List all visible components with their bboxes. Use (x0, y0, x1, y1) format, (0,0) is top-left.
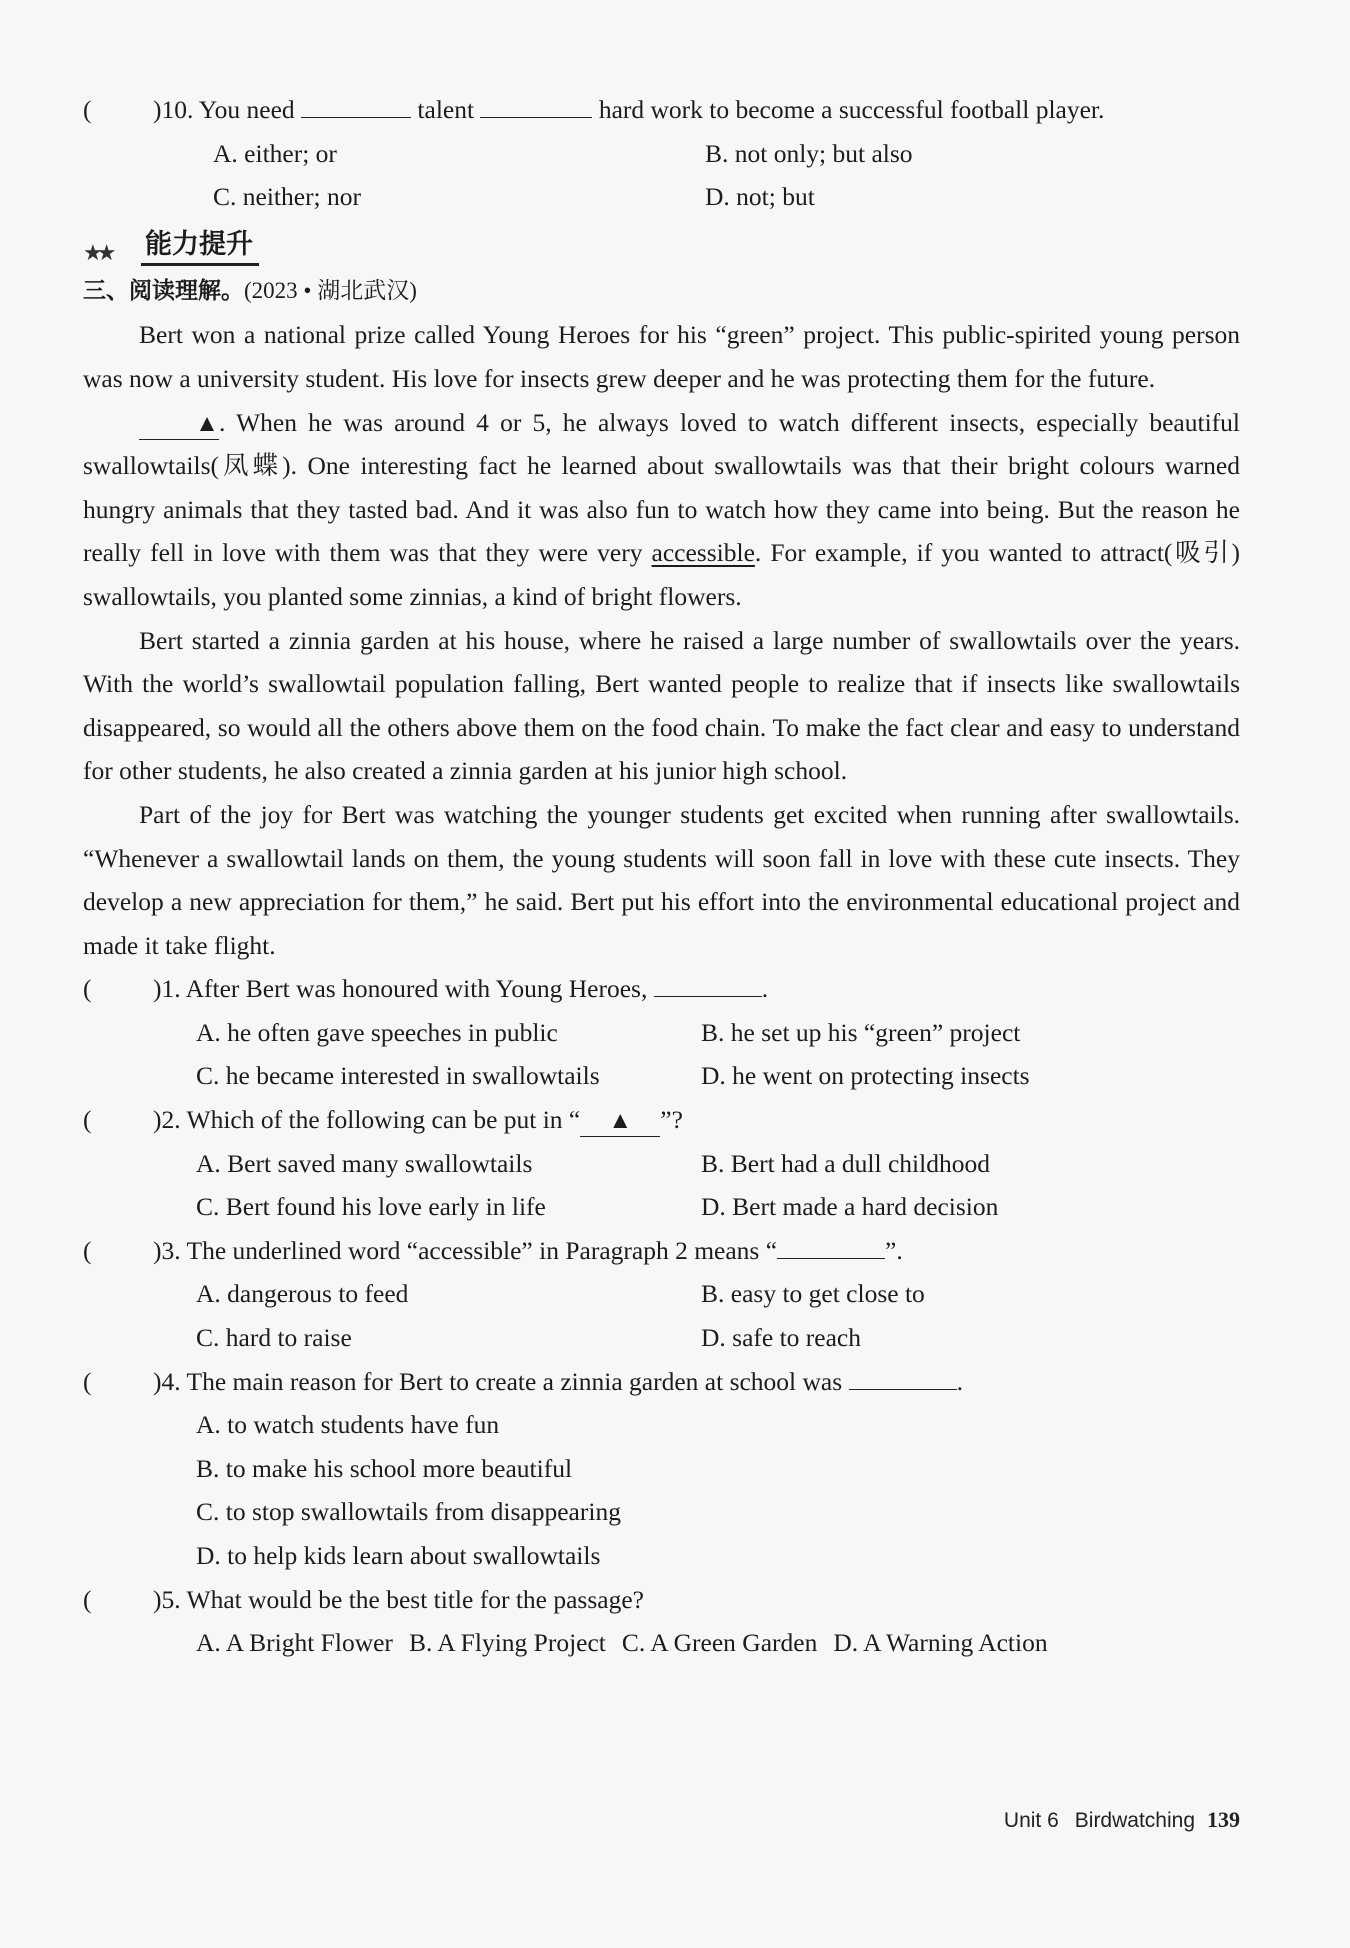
option-a[interactable]: A. dangerous to feed (196, 1279, 409, 1309)
option-d[interactable]: D. A Warning Action (833, 1628, 1048, 1658)
option-b[interactable]: B. he set up his “green” project (701, 1017, 1021, 1047)
triangle-blank (580, 1105, 660, 1137)
answer-paren[interactable]: ( (83, 1584, 92, 1614)
options-q4 (83, 1403, 1240, 1577)
option-c[interactable]: C. he became interested in swallowtails (196, 1061, 600, 1091)
option-b[interactable]: B. Bert had a dull childhood (701, 1148, 990, 1178)
option-b[interactable]: B. not only; but also (705, 138, 913, 168)
question-stem (153, 88, 1104, 132)
stem-end: ”? (660, 1105, 683, 1135)
stem-end: . (761, 974, 769, 1004)
paragraph-text: . When he was around 4 or 5, he always loved to watch different insects, especially beautiful swallowtails(凤蝶). One interesting fact he learned about swallowtails was that their bright colours warned hungry animals that they tasted bad. And it was also fun to watch how they came into being. But the reason he really fell in love with them was that they were very (83, 407, 1240, 568)
section-source: (2023 • 湖北武汉) (244, 277, 417, 303)
passage-paragraph-4: Part of the joy for Bert was watching the younger students get excited when running after swallowtails. “Whenever a swallowtail lands on them, the young students will soon fall in love with these cute insects. They develop a new appreciation for them,” he said. Bert put his effort into the environmental educational project and made it take flight. (83, 799, 1240, 960)
stem-mid: talent (417, 95, 475, 124)
question-5 (83, 1578, 1240, 1622)
question-stem (153, 1098, 683, 1142)
passage-paragraph-2 (83, 401, 1240, 619)
stem-end: . (956, 1366, 963, 1396)
question-stem: )5. What would be the best title for the passage? (153, 1584, 644, 1614)
footer-unit: Unit 6 (1003, 1809, 1059, 1832)
option-b[interactable]: B. A Flying Project (408, 1628, 606, 1658)
question-stem (153, 1360, 963, 1404)
options-q1 (83, 1011, 1240, 1098)
option-d[interactable]: D. Bert made a hard decision (701, 1192, 999, 1222)
footer-topic: Birdwatching (1074, 1809, 1195, 1832)
paragraph-text: . For example, if you wanted to attract(吸引) swallowtails, you planted some zinnias, a kind of bright flowers. (83, 538, 1241, 611)
section-heading (83, 269, 1240, 314)
answer-paren[interactable]: ( (83, 974, 92, 1004)
section-banner (83, 227, 1240, 267)
option-d[interactable]: D. safe to reach (701, 1323, 861, 1353)
stem-end: ”. (885, 1235, 903, 1265)
triangle-icon: ▲ (195, 410, 219, 437)
stem-text: )4. The main reason for Bert to create a zinnia garden at school was (153, 1366, 843, 1396)
option-a[interactable]: A. to watch students have fun (196, 1410, 500, 1440)
option-c[interactable]: C. hard to raise (196, 1323, 352, 1353)
stem-text: )1. After Bert was honoured with Young Heroes, (153, 974, 648, 1004)
stem-end: hard work to become a successful football player. (598, 95, 1105, 124)
option-d[interactable]: D. to help kids learn about swallowtails (196, 1541, 601, 1570)
options-q10 (83, 132, 1240, 219)
stem-start: )10. You need (153, 95, 295, 124)
page-number: 139 (1207, 1807, 1240, 1832)
answer-paren[interactable]: ( (83, 95, 92, 124)
option-d[interactable]: D. not; but (705, 182, 815, 212)
question-stem (153, 1229, 903, 1273)
star-icon: ★★ (83, 239, 111, 265)
underlined-word: accessible (651, 538, 755, 568)
option-b[interactable]: B. easy to get close to (701, 1279, 925, 1309)
question-2 (83, 1098, 1240, 1142)
option-c[interactable]: C. A Green Garden (621, 1628, 818, 1658)
triangle-blank[interactable] (139, 408, 219, 440)
option-c[interactable]: C. neither; nor (213, 182, 362, 212)
option-c[interactable]: C. Bert found his love early in life (196, 1192, 546, 1222)
answer-blank[interactable] (480, 95, 592, 118)
passage-paragraph-3: Bert started a zinnia garden at his house, where he raised a large number of swallowtails over the years. With the world’s swallowtail population falling, Bert wanted people to realize that if insects like swallowtails disappeared, so would all the others above them on the food chain. To make the fact clear and easy to understand for other students, he also created a zinnia garden at his junior high school. (83, 625, 1240, 786)
answer-paren[interactable]: ( (83, 1366, 92, 1396)
option-a[interactable]: A. Bert saved many swallowtails (196, 1148, 533, 1178)
banner-title: 能力提升 (141, 227, 259, 266)
answer-blank[interactable] (849, 1367, 957, 1390)
question-10 (83, 88, 1240, 132)
question-stem (153, 967, 768, 1011)
question-1 (83, 967, 1240, 1011)
page-footer (1004, 1798, 1240, 1843)
options-q5 (83, 1621, 1240, 1665)
options-q2 (83, 1142, 1240, 1229)
section-label: 三、阅读理解。 (83, 277, 244, 304)
question-4 (83, 1360, 1240, 1404)
answer-blank[interactable] (654, 974, 762, 997)
stem-text: )2. Which of the following can be put in “ (153, 1105, 581, 1135)
option-a[interactable]: A. he often gave speeches in public (196, 1017, 558, 1047)
answer-blank[interactable] (777, 1236, 885, 1259)
question-3 (83, 1229, 1240, 1273)
options-q3 (83, 1272, 1240, 1359)
option-b[interactable]: B. to make his school more beautiful (196, 1453, 573, 1483)
option-a[interactable]: A. either; or (213, 138, 337, 168)
option-d[interactable]: D. he went on protecting insects (701, 1061, 1030, 1091)
triangle-icon: ▲ (608, 1108, 633, 1135)
option-a[interactable]: A. A Bright Flower (196, 1628, 393, 1658)
option-c[interactable]: C. to stop swallowtails from disappearing (196, 1497, 621, 1527)
answer-paren[interactable]: ( (83, 1105, 92, 1135)
passage-paragraph-1: Bert won a national prize called Young Heroes for his “green” project. This public-spirited young person was now a university student. His love for insects grew deeper and he was protecting them for the future. (83, 320, 1240, 393)
stem-text: )3. The underlined word “accessible” in Paragraph 2 means “ (153, 1235, 778, 1265)
answer-paren[interactable]: ( (83, 1235, 92, 1265)
answer-blank[interactable] (301, 95, 411, 118)
